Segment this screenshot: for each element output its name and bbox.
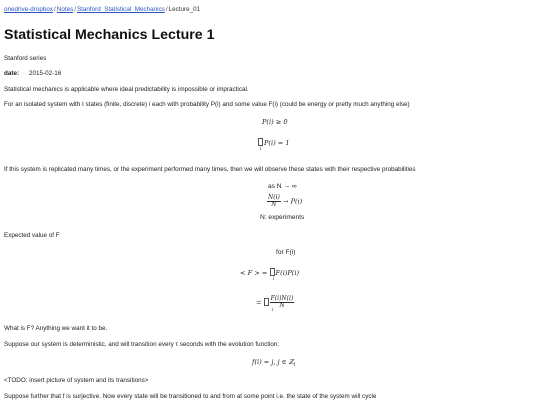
date-label: date: [4, 70, 20, 77]
equation-evolution-sub: I [293, 362, 296, 367]
equation-sum-index: i [260, 146, 262, 151]
equation-frequency-rhs: → P(i) [282, 197, 303, 206]
equation-for-f-text: for F(i) [276, 249, 296, 256]
equation-expected-frequency-lhs: = [256, 298, 262, 307]
equation-nonnegative: P(i) ≥ 0 [262, 118, 288, 126]
equation-experiments [260, 213, 304, 222]
date-value: 2015-02-16 [29, 70, 62, 77]
equation-expected [240, 268, 300, 281]
series-text: Stanford series [4, 55, 47, 62]
sum-symbol-icon [264, 298, 269, 306]
equation-expected-rhs: F(i)P(i) [275, 269, 300, 277]
fraction [267, 195, 281, 208]
paragraph-5: What is F? Anything we want it to be. [4, 325, 108, 332]
paragraph-6: Suppose our system is deterministic, and will transition every τ seconds with the evolution function: [4, 341, 280, 348]
equation-expected-frequency-index: i [272, 307, 274, 312]
breadcrumb-current: Lecture_01 [168, 6, 201, 13]
fraction-denominator: N [279, 302, 285, 309]
fraction-denominator: N [271, 201, 277, 208]
equation-for-f [276, 248, 295, 257]
equation-evolution [252, 358, 295, 367]
sum-symbol-icon [270, 268, 275, 276]
page-title: Statistical Mechanics Lecture 1 [4, 27, 215, 43]
equation-limit-text: as N → ∞ [268, 183, 297, 190]
equation-evolution-body: f(i) = j, j ∈ ℤ [252, 358, 294, 366]
date-row [4, 70, 61, 78]
paragraph-4: Expected value of F [4, 232, 60, 239]
equation-experiments-text: N: experiments [260, 214, 305, 221]
breadcrumb-separator: / [54, 6, 56, 13]
sum-symbol-icon [258, 138, 263, 146]
fraction-numerator: F(i)N(i) [270, 295, 294, 302]
breadcrumb-separator: / [74, 6, 76, 13]
equation-expected-lhs: < F > = [240, 269, 268, 277]
breadcrumb-separator: / [165, 6, 168, 13]
equation-expected-index: i [273, 276, 275, 281]
paragraph-2: For an isolated system with I states (finite, discrete) i each with probability P(i) and some value F(i) (could be energy or pretty much anything else) [4, 101, 410, 108]
equation-sum-body: P(i) = 1 [264, 139, 290, 147]
equation-frequency [267, 195, 302, 208]
breadcrumb-link-folder[interactable]: Stanford_Statistical_Mechanics [76, 6, 165, 13]
paragraph-3: If this system is replicated many times, or the experiment performed many times, then we will observe these states with their respective probabilities [4, 166, 416, 173]
paragraph-8: Suppose further that f is surjective. Now every state will be transitioned to and from at some point i.e. the state of the system will cycle [4, 393, 377, 400]
paragraph-1: Statistical mechanics is applicable where ideal predictability is impossible or impractical. [4, 86, 249, 93]
equation-expected-frequency [256, 295, 294, 312]
breadcrumb-link-root[interactable]: onedrive-dropbox [4, 6, 54, 13]
breadcrumb [4, 6, 200, 14]
paragraph-7: <TODO: insert picture of system and its transitions> [4, 377, 149, 384]
equation-sum-one [258, 138, 290, 151]
breadcrumb-link-notes[interactable]: Notes [56, 6, 74, 13]
fraction-numerator: N(i) [268, 194, 280, 201]
equation-limit [268, 182, 297, 191]
